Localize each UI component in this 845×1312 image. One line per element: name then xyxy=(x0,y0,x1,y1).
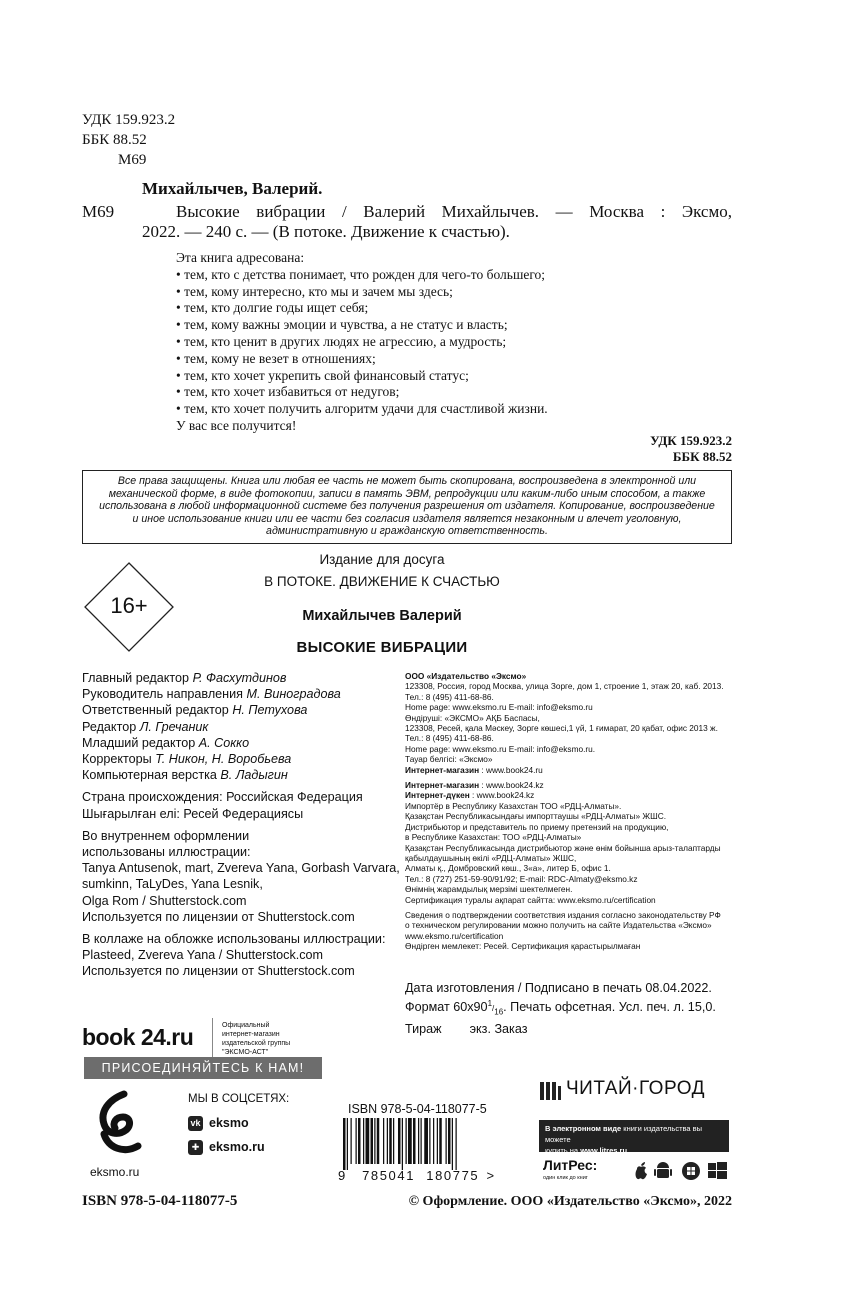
credits xyxy=(82,670,400,980)
barcode-bar xyxy=(446,1118,447,1164)
apple-icon xyxy=(636,1162,647,1179)
illustrations-line: использованы иллюстрации: xyxy=(82,845,251,860)
publisher-line: Дистрибьютор и представитель по приему претензий на продукцию, xyxy=(405,821,669,832)
barcode-bar xyxy=(429,1118,430,1164)
barcode-bar xyxy=(363,1118,364,1164)
cover-illustrations-line: Используется по лицензии от Shutterstock.com xyxy=(82,964,355,979)
barcode-bar xyxy=(383,1118,384,1164)
barcode-bar xyxy=(406,1118,407,1164)
publisher-line: Өндіруші: «ЭКСМО» АҚБ Баспасы, xyxy=(405,712,540,723)
illustrations-line: Во внутреннем оформлении xyxy=(82,828,250,843)
print-format: Формат $60х90^1/_{16}$. Печать офсетная. Усл. печ. л. 15,0. xyxy=(405,999,716,1017)
illustrations-line: Olga Rom / Shutterstock.com xyxy=(82,893,247,908)
series-name: В ПОТОКЕ. ДВИЖЕНИЕ К СЧАСТЬЮ xyxy=(264,574,500,589)
eksmo-url: eksmo.ru xyxy=(90,1165,140,1179)
illustrations-line: sumkinn, TaLyDes, Yana Lesnik, xyxy=(82,877,263,892)
list-item: • тем, кому важны эмоции и чувства, а не статус и власть; xyxy=(176,317,508,333)
publisher-line: Тел.: 8 (727) 251-59-90/91/92; E-mail: RDC-Almaty@eksmo.kz xyxy=(405,873,638,884)
publisher-line: Алматы қ., Домбровский көш., 3«а», литер Б, офис 1. xyxy=(405,863,611,874)
barcode-bar xyxy=(437,1118,438,1164)
barcode-bar xyxy=(356,1118,357,1164)
list-item: • тем, кто долгие годы ищет себя; xyxy=(176,300,369,316)
credit-row: Младший редактор А. Сокко xyxy=(82,735,250,750)
barcode-digits: 9 785041 180775 > xyxy=(338,1168,496,1183)
barcode-bar xyxy=(424,1118,428,1164)
publisher-line: Импортёр в Республику Казахстан ТОО «РДЦ-Алматы». xyxy=(405,800,622,811)
list-item: • тем, кто хочет избавиться от недугов; xyxy=(176,384,400,400)
print-date: Дата изготовления / Подписано в печать 08.04.2022. xyxy=(405,981,712,995)
credit-row: Руководитель направления М. Виноградова xyxy=(82,687,341,702)
cover-illustrations-line: Plasteed, Zvereva Yana / Shutterstock.com xyxy=(82,948,324,963)
vk-icon: vk xyxy=(188,1116,203,1131)
age-rating: 16+ xyxy=(110,593,148,618)
android-icon xyxy=(654,1162,672,1178)
udk-code: УДК 159.923.2 xyxy=(650,433,732,448)
barcode-bar xyxy=(347,1118,348,1170)
credit-row: Редактор Л. Гречаник xyxy=(82,719,209,734)
publisher-line: Home page: www.eksmo.ru E-mail: info@eksmo.ru xyxy=(405,702,593,713)
barcode-bar xyxy=(448,1118,451,1164)
classification-codes xyxy=(82,110,175,170)
publisher-line: 123308, Россия, город Москва, улица Зорге, дом 1, строение 1, этаж 20, каб. 2013. xyxy=(405,681,724,692)
country-origin: Страна происхождения: Российская Федерация xyxy=(82,790,363,805)
publisher-line: ООО «Издательство «Эксмо» xyxy=(405,671,527,681)
credit-row: Главный редактор Р. Фасхутдинов xyxy=(82,671,287,685)
bbk-code: ББК 88.52 xyxy=(672,449,732,464)
list-item: • тем, кто хочет укрепить свой финансовый статус; xyxy=(176,367,469,383)
country-origin-kz: Шығарылған елі: Ресей Федерациясы xyxy=(82,806,304,821)
publisher-line: Сертификация туралы ақпарат сайтта: www.eksmo.ru/certification xyxy=(405,894,656,905)
cover-illustrations-line: В коллаже на обложке использованы иллюстрации: xyxy=(82,932,386,947)
credit-row: Ответственный редактор Н. Петухова xyxy=(82,703,308,718)
udk-code: УДК 159.923.2 xyxy=(82,112,176,128)
publisher-line: Сведения о подтверждении соответствия издания согласно законодательству РФ xyxy=(405,909,721,920)
windows-icon xyxy=(708,1162,727,1179)
barcode-bar xyxy=(413,1118,416,1164)
list-item: • тем, кому не везет в отношениях; xyxy=(176,350,376,366)
publisher-line: о техническом регулировании можно получить на сайте Издательства «Эксмо» xyxy=(405,920,712,931)
publisher-line: Тел.: 8 (495) 411-68-86. xyxy=(405,691,494,702)
credit-row: Корректоры Т. Никон, Н. Воробьева xyxy=(82,752,292,767)
isbn-footer: ISBN 978-5-04-118077-5 xyxy=(82,1193,238,1209)
barcode-bar xyxy=(408,1118,412,1164)
barcode-bar xyxy=(418,1118,419,1164)
social-vk: vk eksmo xyxy=(188,1116,249,1131)
publisher-line: 123308, Ресей, қала Мәскеу, Зорге көшесі,1 үй, 1 ғимарат, 20 қабат, офис 2013 ж. xyxy=(405,723,718,734)
list-item: • тем, кто ценит в других людях не агрессию, а мудрость; xyxy=(176,333,507,349)
ebook-banner: В электронном виде книги издательства вы можете купить на www.litres.ru xyxy=(539,1120,729,1152)
publisher-line: Қазақстан Республикасындағы импорттаушы «РДЦ-Алматы» ЖШС. xyxy=(405,811,666,822)
classification-codes-right xyxy=(650,433,732,465)
barcode-bar xyxy=(343,1118,346,1170)
barcode-bar xyxy=(439,1118,442,1164)
author-mark: М69 xyxy=(118,152,147,168)
publisher-line: қабылдаушының өкілі «РДЦ-Алматы» ЖШС, xyxy=(405,852,577,863)
publisher-line: Тел.: 8 (495) 411-68-86. xyxy=(405,733,494,744)
barcode-bar xyxy=(371,1118,374,1164)
copyright: © Оформление. ООО «Издательство «Эксмо», 2022 xyxy=(408,1194,732,1209)
list-item: • тем, кто хочет получить алгоритм удачи для счастливой жизни. xyxy=(176,401,548,417)
illustrations-line: Используется по лицензии от Shutterstock.com xyxy=(82,909,355,924)
publisher-line: Интернет-дүкен : www.book24.kz xyxy=(405,790,535,801)
barcode-bar xyxy=(377,1118,380,1164)
bbk-code: ББК 88.52 xyxy=(82,132,147,148)
barcode-bar xyxy=(456,1118,457,1170)
barcode-bar xyxy=(398,1118,401,1164)
author-name: Михайлычев Валерий xyxy=(302,608,462,624)
bib-line-1: Высокие вибрации / Валерий Михайлычев. — Москва : Эксмо, xyxy=(176,202,732,221)
annotation-outro: У вас все получится! xyxy=(176,417,297,433)
illustrations-line: Tanya Antusenok, mart, Zvereva Yana, Gorbash Varvara, xyxy=(82,861,400,876)
barcode-image xyxy=(341,1118,501,1170)
barcode-bar xyxy=(402,1118,403,1170)
publisher-line: Интернет-магазин : www.book24.kz xyxy=(405,780,544,791)
barcode-bar xyxy=(421,1118,422,1164)
platform-icons xyxy=(632,1160,730,1182)
windows-phone-icon xyxy=(682,1162,700,1180)
publisher-line: www.eksmo.ru/certification xyxy=(405,930,504,941)
barcode-bar xyxy=(387,1118,388,1164)
publisher-line: Тауар белгісі: «Эксмо» xyxy=(405,754,493,765)
barcode-bar xyxy=(374,1118,375,1164)
social-ok: ✚ eksmo.ru xyxy=(188,1140,265,1155)
chitai-gorod-logo: ЧИТАЙ·ГОРОД xyxy=(566,1078,705,1099)
barcode-bar xyxy=(393,1118,394,1164)
bib-author: Михайлычев, Валерий. xyxy=(142,179,323,198)
list-item: • тем, кому интересно, кто мы и зачем мы здесь; xyxy=(176,283,453,299)
publisher-line: Home page: www.eksmo.ru E-mail: info@eksmo.ru. xyxy=(405,743,596,754)
litres-logo: ЛитРес: xyxy=(543,1157,598,1173)
annotation-intro: Эта книга адресована: xyxy=(176,250,305,265)
barcode-bar xyxy=(366,1118,370,1164)
print-run: Тираж экз. Заказ xyxy=(405,1021,528,1036)
barcode-bar xyxy=(433,1118,434,1164)
print-info xyxy=(405,980,716,1037)
book24-logo: book 24.ru xyxy=(82,1024,194,1050)
join-us-banner: ПРИСОЕДИНЯЙТЕСЬ К НАМ! xyxy=(84,1057,322,1079)
barcode-bar xyxy=(351,1118,352,1164)
barcode-bar xyxy=(389,1118,392,1164)
rights-notice: Все права защищены. Книга или любая ее часть не может быть скопирована, воспроизведена в электронной или механической форме, в виде фотокопии, записи в память ЭВМ, репродукции или каким-либо иным способом, а также использована в любой информационной системе без получения разрешения от издателя. Копирование, воспроизведение и иное использование книги или ее части без согласия издателя является незаконным и влечет уголовную, административную и гражданскую ответственность. xyxy=(82,470,732,544)
barcode-bar xyxy=(358,1118,361,1164)
annotation xyxy=(176,250,548,435)
plus-icon: ✚ xyxy=(188,1140,203,1155)
book24-description: Официальный интернет-магазин издательской группы "ЭКСМО-АСТ" xyxy=(222,1022,291,1056)
publisher-line: Өнімнің жарамдылық мерзімі шектелмеген. xyxy=(405,884,573,895)
book-title: ВЫСОКИЕ ВИБРАЦИИ xyxy=(296,639,468,656)
publisher-line: Өндірген мемлекет: Ресей. Сертификация қарастырылмаған xyxy=(405,941,641,952)
bib-code: М69 xyxy=(82,202,115,221)
credit-row: Компьютерная верстка В. Ладыгин xyxy=(82,768,288,783)
eksmo-logo-icon xyxy=(94,1090,144,1160)
bib-line-2: 2022. — 240 с. — (В потоке. Движение к счастью). xyxy=(142,222,510,241)
list-item: • тем, кто с детства понимает, что рожден для чего-то большего; xyxy=(176,266,546,282)
edition-type: Издание для досуга xyxy=(319,552,445,567)
social-title: МЫ В СОЦСЕТЯХ: xyxy=(188,1093,290,1105)
barcode-isbn: ISBN 978-5-04-118077-5 xyxy=(348,1102,487,1116)
litres-slogan: один клик до книг xyxy=(543,1175,588,1181)
barcode-bar xyxy=(452,1118,453,1170)
publisher-info xyxy=(405,671,745,952)
publisher-line: Интернет-магазин : www.book24.ru xyxy=(405,764,543,775)
publisher-line: Қазақстан Республикасында дистрибьютор және өнім бойынша арыз-талаптарды xyxy=(405,842,721,853)
publisher-line: в Республике Казахстан: ТОО «РДЦ-Алматы» xyxy=(405,832,582,843)
